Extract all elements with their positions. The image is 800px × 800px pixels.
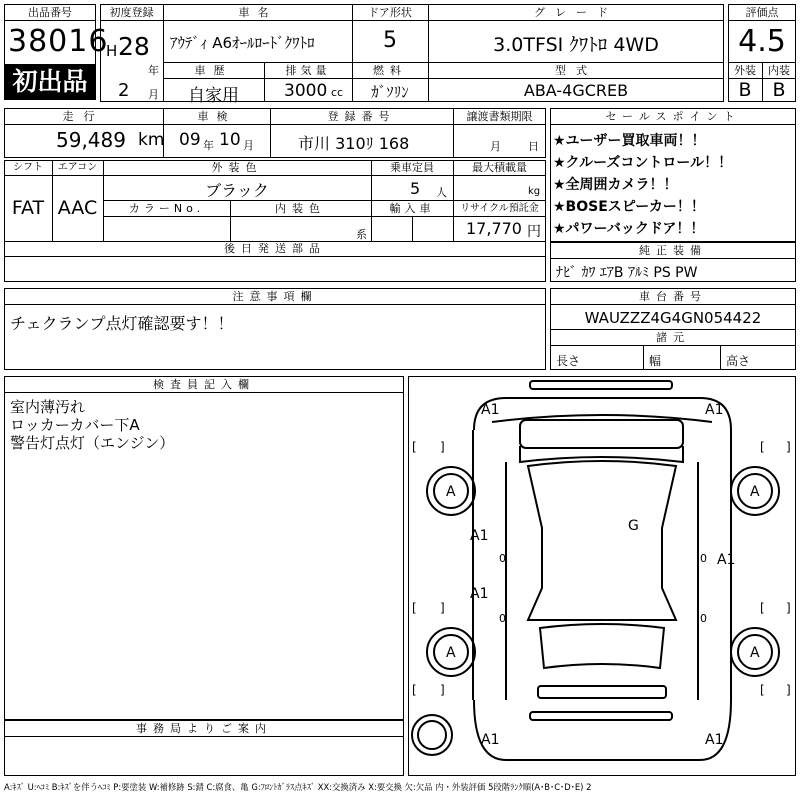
- equipment: ﾅﾋﾞ ｶﾜ ｴｱB ｱﾙﾐ PS PW: [556, 265, 698, 281]
- insp-year-unit: 年: [203, 139, 214, 152]
- ac-label: エアコン: [57, 162, 98, 173]
- score-label: 評価点: [745, 6, 779, 19]
- bracket-rr-close: ]: [786, 601, 791, 615]
- model: ABA-4GCREB: [523, 81, 629, 100]
- shipping-label: 後日発送部品: [224, 242, 326, 255]
- insp-year: 09: [179, 130, 201, 150]
- rear-bumper-bar: [530, 712, 672, 720]
- shift: FAT: [11, 197, 45, 219]
- mark-front-right: A1: [705, 402, 724, 418]
- exterior-color-label: 外装色: [211, 161, 263, 174]
- history: 自家用: [188, 86, 239, 106]
- reg-month-unit: 月: [148, 88, 159, 101]
- width-label: 幅: [649, 354, 662, 368]
- ac: AAC: [57, 197, 98, 219]
- bracket-fl-close: ]: [440, 440, 445, 454]
- displacement: 3000: [284, 81, 328, 101]
- bracket-fr-open: [: [760, 440, 765, 454]
- transfer-label: 譲渡書類期限: [466, 110, 533, 123]
- bracket-rear-r-open: [: [760, 683, 765, 697]
- color-no-label: カラーNo.: [128, 202, 205, 215]
- height-label: 高さ: [726, 354, 751, 368]
- reg-era: H: [106, 42, 118, 60]
- fuel-label: 燃料: [373, 64, 407, 77]
- first-listing-badge: 初出品: [5, 65, 95, 99]
- interior-color-label: 内装色: [275, 202, 326, 215]
- transfer-month-unit: 月: [490, 140, 501, 153]
- ext-grade: B: [738, 79, 752, 101]
- mark-door-rl: A1: [470, 586, 489, 602]
- recycle-unit: 円: [527, 224, 541, 240]
- reg-year: 28: [118, 32, 150, 61]
- int-label: 内装: [768, 64, 790, 77]
- office-title: 事務局よりご案内: [136, 722, 272, 735]
- roof-outline: [528, 461, 676, 620]
- plate-label: 登録番号: [327, 110, 396, 123]
- lot-number: 38016: [8, 24, 109, 59]
- trunk-garnish: [538, 686, 666, 698]
- front-bumper-top: [530, 381, 672, 389]
- name-label: 車名: [238, 6, 277, 19]
- lot-label: 出品番号: [28, 6, 72, 19]
- load-unit: kg: [528, 186, 541, 197]
- mark-wheel-rl: A: [446, 645, 456, 661]
- reg-year-unit: 年: [148, 64, 159, 77]
- grade-label: グレード: [534, 6, 618, 19]
- equipment-title: 純正装備: [639, 244, 707, 257]
- fuel: ｶﾞｿﾘﾝ: [371, 83, 409, 101]
- ext-label: 外装: [734, 64, 756, 77]
- grade: 3.0TFSI ｸﾜﾄﾛ 4WD: [493, 34, 659, 56]
- transfer-day-unit: 日: [528, 140, 539, 153]
- notes-title: 注意事項欄: [232, 290, 318, 303]
- bracket-rear-l-open: [: [412, 683, 417, 697]
- mark-front-left: A1: [481, 402, 500, 418]
- insp-month: 10: [219, 130, 241, 150]
- hood-front-outline: [474, 398, 731, 430]
- length-label: 長さ: [556, 354, 581, 368]
- mark-door-fr-zero: 0: [700, 552, 707, 565]
- sales-point-2: ★クルーズコントロール！！: [553, 155, 733, 171]
- mark-door-fr: A1: [717, 552, 736, 568]
- plate: 市川 310ﾘ 168: [298, 134, 410, 153]
- sales-points-title: セールスポイント: [605, 110, 741, 123]
- sales-point-5: ★パワーバックドア！！: [553, 221, 705, 237]
- displacement-label: 排気量: [285, 64, 331, 77]
- legend: A:ｷｽﾞ U:ﾍｺﾐ B:ｷｽﾞを伴うﾍｺﾐ P:要塗装 W:補修跡 S:錆 C:腐食、亀 G:ﾌﾛﾝﾄｶﾞﾗｽ点ｷｽﾞ XX:交換済み X:要交換 欠:欠品 内・外装評価 5段階ﾗﾝｸ順(A･B･C･D･E) 2: [4, 782, 592, 792]
- mark-glass: G: [628, 518, 639, 534]
- int-grade: B: [772, 79, 786, 101]
- mark-door-rl-zero: 0: [499, 612, 506, 625]
- model-label: 型式: [555, 64, 597, 77]
- chassis-number: WAUZZZ4G4GN054422: [584, 309, 762, 327]
- doors-label: ドア形状: [368, 6, 412, 19]
- mark-rear-right: A1: [705, 732, 724, 748]
- insp-month-unit: 月: [243, 139, 254, 152]
- shift-label: シフト: [13, 162, 43, 173]
- inspection-label: 車検: [197, 110, 236, 123]
- reg-month: 2: [118, 80, 130, 101]
- mark-door-rr-zero: 0: [700, 612, 707, 625]
- exterior-color: ブラック: [205, 181, 269, 200]
- inspector-line-1: 室内薄汚れ: [10, 398, 86, 416]
- capacity-label: 乗車定員: [390, 161, 434, 174]
- mark-door-fl-zero: 0: [499, 552, 506, 565]
- capacity: 5: [410, 179, 421, 198]
- mark-door-fl: A1: [470, 528, 489, 544]
- bracket-rear-l-close: ]: [440, 683, 445, 697]
- capacity-unit: 人: [436, 186, 447, 199]
- mileage: 59,489: [56, 128, 126, 152]
- sales-point-1: ★ユーザー買取車両！！: [553, 133, 706, 149]
- recycle-label: リサイクル預託金: [460, 203, 539, 214]
- import-label: 輸入車: [389, 202, 435, 215]
- inspector-line-2: ロッカーカバー下A: [10, 416, 140, 434]
- rear-outline: [474, 700, 731, 760]
- notes-text: チェクランプ点灯確認要す！！: [10, 314, 234, 333]
- chassis-title: 車台番号: [639, 290, 707, 303]
- recycle-fee: 17,770: [466, 219, 522, 238]
- bracket-fr-close: ]: [786, 440, 791, 454]
- mileage-label: 走行: [62, 110, 105, 123]
- sales-point-4: ★BOSEスピーカー！！: [553, 199, 705, 215]
- history-label: 車歴: [194, 64, 233, 77]
- rear-window: [540, 624, 664, 668]
- interior-color-suffix: 系: [356, 228, 367, 241]
- load-label: 最大積載量: [472, 161, 527, 174]
- bracket-rear-r-close: ]: [786, 683, 791, 697]
- reg-label: 初度登録: [109, 6, 154, 19]
- bracket-rl-close: ]: [440, 601, 445, 615]
- mark-rear-left: A1: [481, 732, 500, 748]
- displacement-unit: cc: [331, 86, 344, 99]
- sales-point-3: ★全周囲カメラ！！: [553, 177, 678, 193]
- car-diagram-svg: [408, 376, 796, 776]
- mark-wheel-fr: A: [750, 484, 760, 500]
- bracket-rr-open: [: [760, 601, 765, 615]
- mileage-unit: km: [138, 130, 165, 150]
- score: 4.5: [738, 24, 786, 59]
- bracket-fl-open: [: [412, 440, 417, 454]
- mark-wheel-fl: A: [446, 484, 456, 500]
- doors: 5: [383, 28, 397, 53]
- specs-title: 諸元: [656, 331, 690, 344]
- windshield-top: [520, 420, 683, 448]
- inspector-title: 検査員記入欄: [153, 378, 255, 391]
- car-name: ｱｳﾃﾞｨ A6ｵｰﾙﾛｰﾄﾞｸﾜﾄﾛ: [170, 34, 315, 52]
- mark-wheel-rr: A: [750, 645, 760, 661]
- bracket-rl-open: [: [412, 601, 417, 615]
- inspector-line-3: 警告灯点灯（エンジン）: [10, 434, 175, 452]
